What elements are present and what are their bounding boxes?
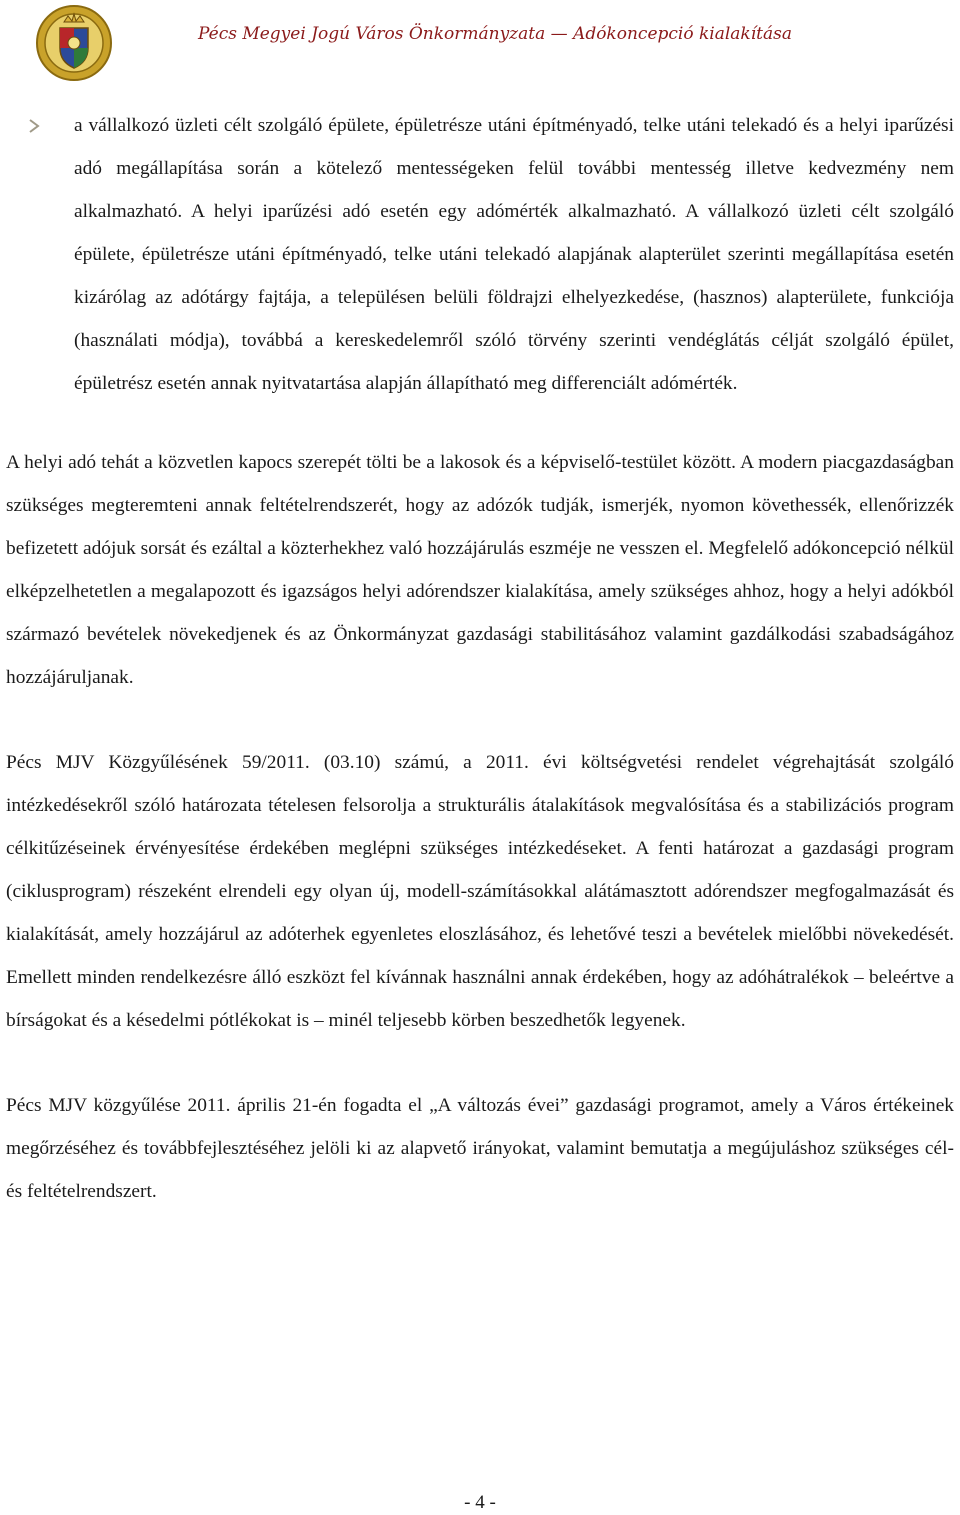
- paragraph-assembly-resolution: Pécs MJV Közgyűlésének 59/2011. (03.10) számú, a 2011. évi költségvetési rendelet végrehajtását szolgáló intézkedésekről szóló határozata tételesen felsorolja a strukturális átalakítások megvalósítása és a stabilizációs program célkitűzéseinek érvényesítése érdekében meglépni szükséges intézkedéseket. A fenti határozat a gazdasági program (ciklusprogram) részeként elrendeli egy olyan új, modell-számításokkal alátámasztott adórendszer megfogalmazását és kialakítását, amely hozzájárul az adóterhek egyenletes eloszlásához, és lehetővé teszi a bevételek mielőbbi növekedését. Emellett minden rendelkezésre álló eszközt fel kívánnak használni annak érdekében, hogy az adóhátralékok – beleértve a bírságokat és a késedelmi pótlékokat is – minél teljesebb körben beszedhetők legyenek.: [6, 752, 954, 1031]
- page-content: [6, 104, 954, 1213]
- header-title: Pécs Megyei Jogú Város Önkormányzata — Adókoncepció kialakítása: [197, 24, 792, 44]
- bullet-text: a vállalkozó üzleti célt szolgáló épülete, épületrésze utáni építményadó, telke utáni telekadó és a helyi iparűzési adó megállapítása során a kötelező mentességeken felül további mentesség illetve kedvezmény nem alkalmazható. A helyi iparűzési adó esetén egy adómérték alkalmazható. A vállalkozó üzleti célt szolgáló épülete, épületrésze utáni építményadó, telke utáni telekadó alapjának alapterület szerinti megállapítása esetén kizárólag az adótárgy fajtája, a településen belüli földrajzi elhelyezkedése, (hasznos) alapterülete, funkciója (használati módja), továbbá a kereskedelemről szóló törvény szerinti vendéglátás célját szolgáló épület, épületrész esetén annak nyitvatartása alapján állapítható meg differenciált adómérték.: [74, 115, 954, 394]
- paragraph-local-tax-role: A helyi adó tehát a közvetlen kapocs szerepét tölti be a lakosok és a képviselő-testület között. A modern piacgazdaságban szükséges megteremteni annak feltételrendszerét, hogy az adózók tudják, ismerjék, nyomon követhessék, ellenőrizzék befizetett adójuk sorsát és ezáltal a közterhekhez való hozzájárulás eszméje ne vesszen el. Megfelelő adókoncepció nélkül elképzelhetetlen a megalapozott és igazságos helyi adórendszer kialakítása, amely szükséges ahhoz, hogy a helyi adókból származó bevételek növekedjenek és az Önkormányzat gazdasági stabilitásához valamint gazdálkodási szabadságához hozzájáruljanak.: [6, 452, 954, 688]
- bullet-item: [6, 104, 954, 405]
- paragraph-economic-program: Pécs MJV közgyűlése 2011. április 21-én fogadta el „A változás évei” gazdasági programot, amely a Város értékeinek megőrzéséhez és továbbfejlesztéséhez jelöli ki az alapvető irányokat, valamint bemutatja a megújuláshoz szükséges cél- és feltételrendszert.: [6, 1095, 954, 1202]
- page-header: [0, 0, 960, 80]
- arrow-bullet-icon: [28, 119, 40, 133]
- page-number: - 4 -: [464, 1492, 496, 1513]
- city-coat-of-arms-icon: [34, 4, 114, 82]
